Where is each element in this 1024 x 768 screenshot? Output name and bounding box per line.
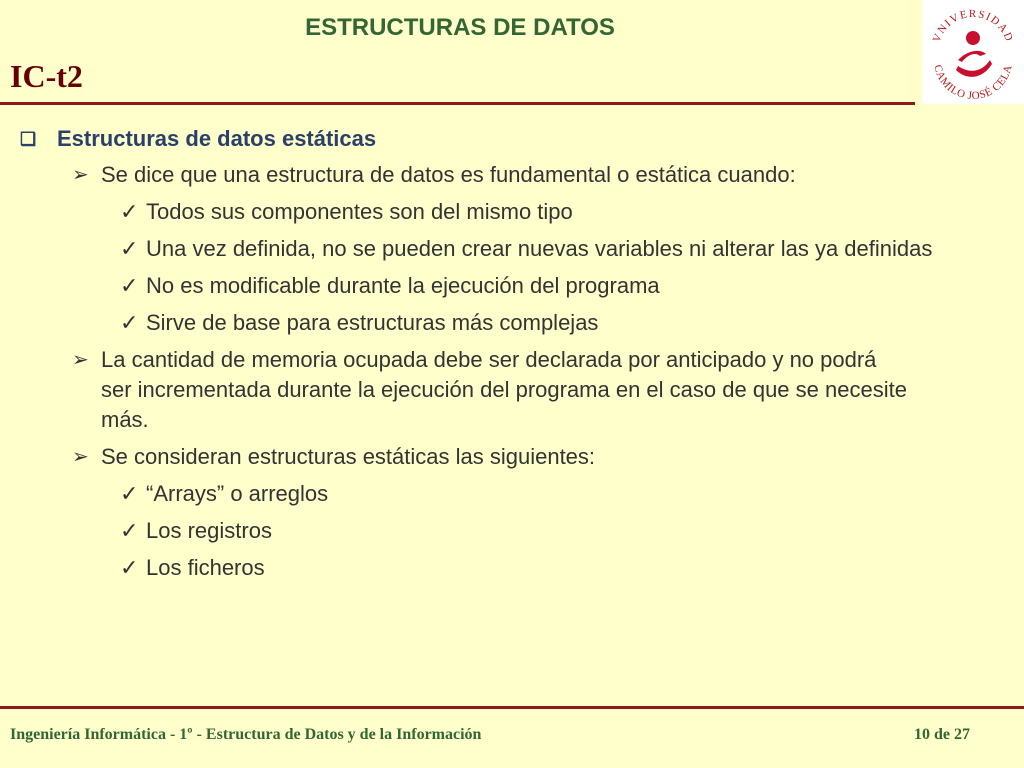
list-item [0,479,970,509]
footer-divider [0,706,1024,709]
list-item-text: Sirve de base para estructuras más complejas [146,310,599,335]
list-item-text: “Arrays” o arreglos [146,481,329,506]
university-logo [922,0,1024,104]
svg-text:VNIVERSIDAD: VNIVERSIDAD [930,7,1016,45]
page-number: 10 de 27 [914,726,970,743]
svg-text:CAMILO JOSÉ CELA: CAMILO JOSÉ CELA [931,63,1015,103]
list-item [0,160,910,190]
list-item-text: La cantidad de memoria ocupada debe ser declarada por anticipado y no podrá ser incrementada durante la ejecución del programa en el caso de que se necesite más. [101,347,907,432]
slide-content [0,124,1024,590]
list-item-text: Una vez definida, no se pueden crear nuevas variables ni alterar las ya definidas [146,236,933,261]
arrow-bullet-icon: ➢ [72,446,89,468]
list-item-text: Se consideran estructuras estáticas las siguientes: [101,444,596,469]
arrow-bullet-icon: ➢ [72,349,89,371]
list-item [0,553,970,583]
list-item [0,516,970,546]
checkmark-bullet-icon: ✓ [120,310,139,335]
footer-course-label: Ingeniería Informática - 1º - Estructura de Datos y de la Información [10,726,482,743]
list-item [0,308,970,338]
list-item-text: No es modificable durante la ejecución del programa [146,273,660,298]
slide-title: ESTRUCTURAS DE DATOS [305,14,615,41]
list-item-text: Los ficheros [146,555,265,580]
list-item [0,197,970,227]
list-item [0,234,970,264]
list-item [0,442,910,472]
square-bullet-icon: ❑ [20,129,37,149]
checkmark-bullet-icon: ✓ [120,518,139,543]
section-heading [0,124,1024,154]
list-item-text: Se dice que una estructura de datos es fundamental o estática cuando: [101,162,796,187]
section-heading-text: Estructuras de datos estáticas [57,126,377,151]
checkmark-bullet-icon: ✓ [120,199,139,224]
list-item [0,271,970,301]
arrow-bullet-icon: ➢ [72,164,89,186]
checkmark-bullet-icon: ✓ [120,273,139,298]
list-item [0,345,910,435]
checkmark-bullet-icon: ✓ [120,236,139,261]
list-item-text: Los registros [146,518,272,543]
course-code: IC-t2 [10,58,83,94]
header-divider [0,102,915,105]
list-item-text: Todos sus componentes son del mismo tipo [146,199,573,224]
checkmark-bullet-icon: ✓ [120,481,139,506]
checkmark-bullet-icon: ✓ [120,555,139,580]
